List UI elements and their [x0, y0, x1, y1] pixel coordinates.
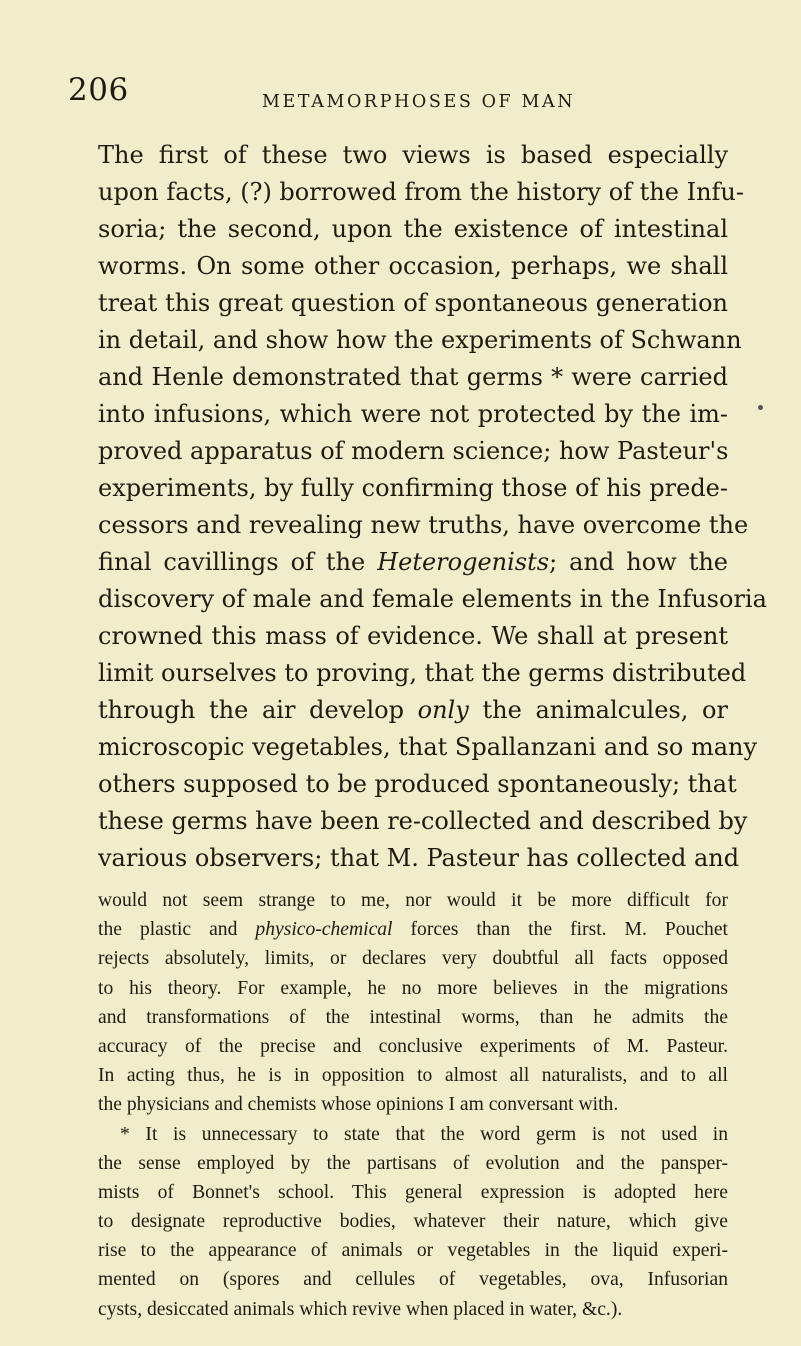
footnote-line: cysts, desiccated animals which revive when placed in water, &c.).	[98, 1298, 623, 1320]
body-line: discovery of male and female elements in the Infusoria	[98, 585, 767, 613]
margin-ink-dot	[758, 405, 763, 410]
footnote-line: and transformations of the intestinal worms, than he admits the	[98, 1006, 728, 1028]
footnote-line: mented on (spores and cellules of vegetables, ova, Infusorian	[98, 1269, 728, 1291]
body-line: into infusions, which were not protected by the im-	[98, 400, 728, 428]
footnote-line-italic: the plastic and physico-chemical forces than the first. M. Pouchet	[98, 919, 728, 941]
main-paragraph	[98, 137, 767, 877]
footnote-line: rise to the appearance of animals or vegetables in the liquid experi-	[98, 1240, 728, 1262]
body-line-italic: through the air develop only the animalcules, or	[98, 696, 728, 724]
footnote-line: the sense employed by the partisans of evolution and the pansper-	[98, 1152, 728, 1174]
italic-word: Heterogenists	[377, 548, 550, 576]
footnote-line: In acting thus, he is in opposition to almost all naturalists, and to all	[98, 1065, 728, 1087]
body-line: worms. On some other occasion, perhaps, we shall	[98, 252, 728, 280]
body-line-italic: final cavillings of the Heterogenists; and how the	[98, 548, 729, 576]
italic-word: only	[417, 696, 469, 724]
footnote-line: mists of Bonnet's school. This general expression is adopted here	[98, 1181, 728, 1203]
body-line: these germs have been re-collected and described by	[98, 807, 748, 835]
footnote-line: to designate reproductive bodies, whatever their nature, which give	[98, 1211, 728, 1233]
footnote-line: to his theory. For example, he no more believes in the migrations	[98, 977, 728, 999]
body-line: others supposed to be produced spontaneously; that	[98, 770, 737, 798]
footnote-line: the physicians and chemists whose opinions I am conversant with.	[98, 1094, 619, 1116]
body-line: experiments, by fully confirming those of his prede-	[98, 474, 728, 502]
footnotes	[98, 886, 728, 1324]
body-line: treat this great question of spontaneous generation	[98, 289, 728, 317]
footnote-asterisk-line: * It is unnecessary to state that the word germ is not used in	[120, 1123, 728, 1145]
body-line: microscopic vegetables, that Spallanzani and so many	[98, 733, 758, 761]
footnote-line: rejects absolutely, limits, or declares very doubtful all facts opposed	[98, 948, 728, 970]
page-number: 206	[68, 72, 129, 108]
footnote-line: would not seem strange to me, nor would it be more difficult for	[98, 890, 728, 911]
footnote-line: accuracy of the precise and conclusive experiments of M. Pasteur.	[98, 1035, 728, 1057]
body-line: various observers; that M. Pasteur has collected and	[98, 844, 740, 872]
body-line: The first of these two views is based especially	[98, 141, 728, 169]
body-line: soria; the second, upon the existence of intestinal	[98, 215, 728, 243]
body-line: crowned this mass of evidence. We shall at present	[98, 622, 728, 650]
running-title: METAMORPHOSES OF MAN	[262, 92, 576, 112]
body-line: proved apparatus of modern science; how Pasteur's	[98, 437, 729, 465]
italic-word: physico-chemical	[255, 919, 393, 941]
body-line: in detail, and show how the experiments of Schwann	[98, 326, 742, 354]
body-line: and Henle demonstrated that germs * were carried	[98, 363, 728, 391]
body-line: limit ourselves to proving, that the germs distributed	[98, 659, 747, 687]
body-line: upon facts, (?) borrowed from the history of the Infu-	[98, 178, 744, 206]
body-line: cessors and revealing new truths, have overcome the	[98, 511, 749, 539]
